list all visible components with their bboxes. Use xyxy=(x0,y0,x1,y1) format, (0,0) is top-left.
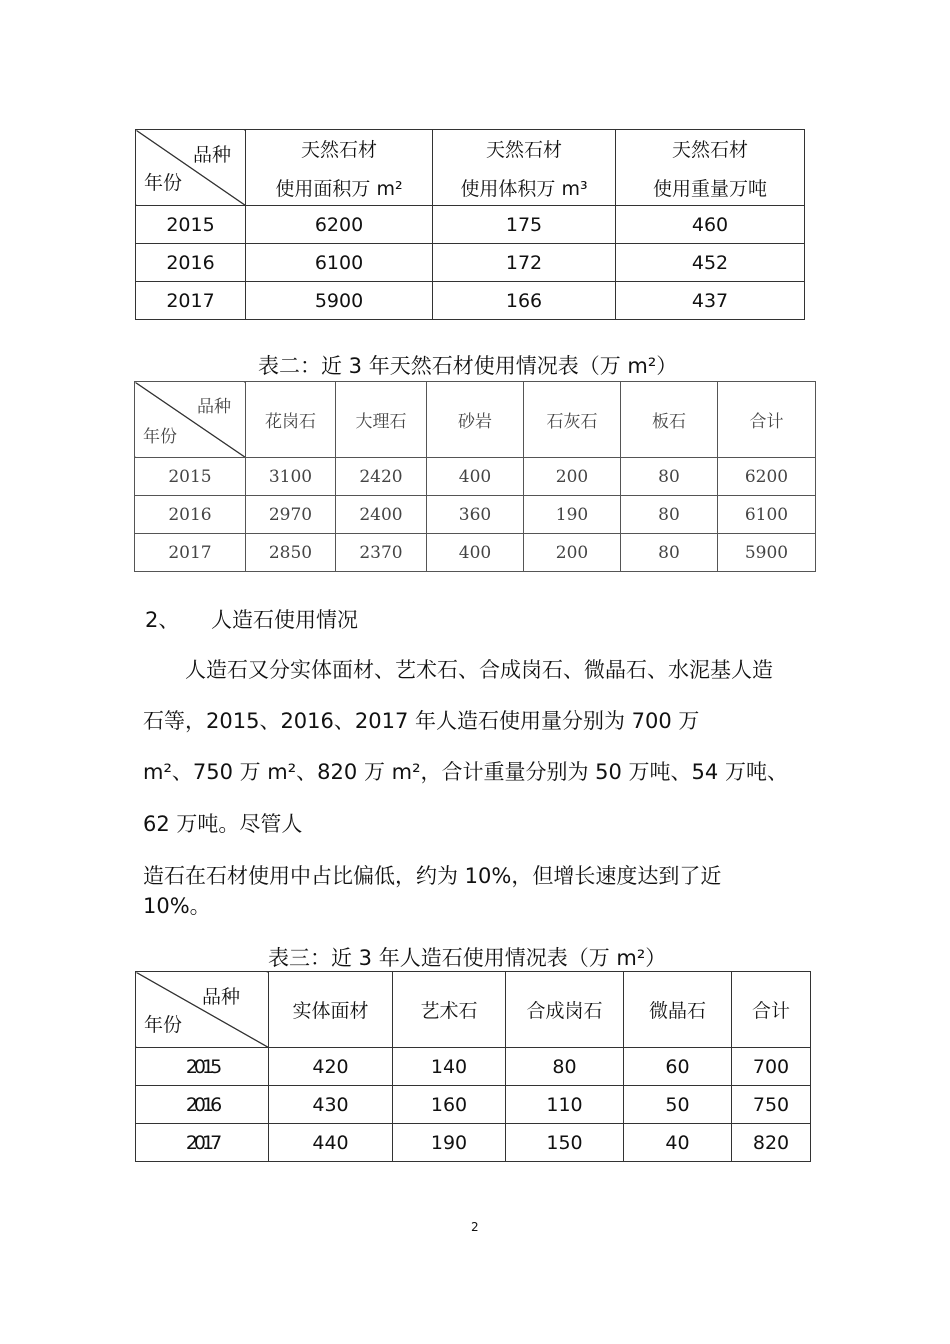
table-row xyxy=(135,496,816,534)
year-cell: 2015 xyxy=(136,206,246,244)
table-row xyxy=(135,458,816,496)
value-cell: 6200 xyxy=(718,458,816,496)
value-cell: 420 xyxy=(269,1048,393,1086)
value-cell: 700 xyxy=(732,1048,811,1086)
value-cell: 430 xyxy=(269,1086,393,1124)
header-cell xyxy=(246,130,433,206)
year-cell: 2016 xyxy=(136,1086,269,1124)
value-cell: 6100 xyxy=(246,244,433,282)
header-cell: 合成岗石 xyxy=(506,972,624,1048)
header-line: 使用面积万 m² xyxy=(275,177,403,200)
header-line: 使用重量万吨 xyxy=(652,177,767,200)
value-cell: 2970 xyxy=(246,496,336,534)
value-cell: 80 xyxy=(621,458,718,496)
value-cell: 80 xyxy=(621,534,718,572)
section-number: 2、 xyxy=(145,608,180,632)
header-line: 天然石材 xyxy=(300,138,377,161)
value-cell: 750 xyxy=(732,1086,811,1124)
paragraph-line: 造石在石材使用中占比偏低，约为 10%，但增长速度达到了近 xyxy=(143,864,722,888)
header-cell: 艺术石 xyxy=(393,972,506,1048)
value-cell: 166 xyxy=(433,282,616,320)
value-cell: 200 xyxy=(524,458,621,496)
header-cell: 石灰石 xyxy=(524,382,621,458)
table-row xyxy=(136,1124,811,1162)
table-row xyxy=(136,282,805,320)
corner-header xyxy=(136,972,269,1048)
header-line: 天然石材 xyxy=(485,138,562,161)
page-number: 2 xyxy=(471,1220,479,1234)
value-cell: 150 xyxy=(506,1124,624,1162)
header-cell: 实体面材 xyxy=(269,972,393,1048)
natural-stone-summary-table xyxy=(135,129,805,320)
table-row xyxy=(136,206,805,244)
value-cell: 175 xyxy=(433,206,616,244)
header-cell: 合计 xyxy=(732,972,811,1048)
value-cell: 6200 xyxy=(246,206,433,244)
table-row xyxy=(135,534,816,572)
header-cell xyxy=(433,130,616,206)
corner-bottom: 年份 xyxy=(143,427,177,447)
year-cell: 2017 xyxy=(135,534,246,572)
year-cell: 2017 xyxy=(136,1124,269,1162)
value-cell: 80 xyxy=(621,496,718,534)
value-cell: 400 xyxy=(427,458,524,496)
header-cell: 大理石 xyxy=(336,382,427,458)
value-cell: 5900 xyxy=(246,282,433,320)
corner-header xyxy=(136,130,246,206)
paragraph-line: 人造石又分实体面材、艺术石、合成岗石、微晶石、水泥基人造 xyxy=(185,658,773,682)
header-cell: 花岗石 xyxy=(246,382,336,458)
value-cell: 140 xyxy=(393,1048,506,1086)
value-cell: 50 xyxy=(624,1086,732,1124)
year-cell: 2015 xyxy=(135,458,246,496)
header-line: 使用体积万 m³ xyxy=(460,177,588,200)
paragraph-line: 62 万吨。尽管人 xyxy=(143,812,303,836)
value-cell: 460 xyxy=(616,206,805,244)
natural-stone-types-table xyxy=(134,381,816,572)
header-cell: 砂岩 xyxy=(427,382,524,458)
artificial-stone-table xyxy=(135,971,811,1162)
corner-bottom: 年份 xyxy=(144,1014,183,1036)
value-cell: 80 xyxy=(506,1048,624,1086)
value-cell: 40 xyxy=(624,1124,732,1162)
value-cell: 820 xyxy=(732,1124,811,1162)
corner-top: 品种 xyxy=(201,986,240,1008)
value-cell: 2400 xyxy=(336,496,427,534)
table-row xyxy=(136,244,805,282)
value-cell: 2370 xyxy=(336,534,427,572)
year-cell: 2016 xyxy=(136,244,246,282)
value-cell: 2850 xyxy=(246,534,336,572)
header-cell: 板石 xyxy=(621,382,718,458)
year-cell: 2015 xyxy=(136,1048,269,1086)
section-title: 人造石使用情况 xyxy=(211,608,358,632)
value-cell: 360 xyxy=(427,496,524,534)
value-cell: 60 xyxy=(624,1048,732,1086)
header-cell: 合计 xyxy=(718,382,816,458)
corner-top: 品种 xyxy=(197,397,231,417)
paragraph-line: 石等，2015、2016、2017 年人造石使用量分别为 700 万 xyxy=(143,709,700,733)
value-cell: 2420 xyxy=(336,458,427,496)
paragraph-line: m²、750 万 m²、820 万 m²，合计重量分别为 50 万吨、54 万吨、 xyxy=(143,760,788,784)
value-cell: 5900 xyxy=(718,534,816,572)
value-cell: 160 xyxy=(393,1086,506,1124)
value-cell: 200 xyxy=(524,534,621,572)
table3-caption: 表三：近 3 年人造石使用情况表（万 m²） xyxy=(268,946,667,970)
table-row xyxy=(136,1086,811,1124)
value-cell: 110 xyxy=(506,1086,624,1124)
value-cell: 452 xyxy=(616,244,805,282)
value-cell: 190 xyxy=(393,1124,506,1162)
table2-caption: 表二：近 3 年天然石材使用情况表（万 m²） xyxy=(258,354,678,378)
value-cell: 437 xyxy=(616,282,805,320)
paragraph-line: 10%。 xyxy=(143,894,211,918)
value-cell: 190 xyxy=(524,496,621,534)
table-row xyxy=(136,1048,811,1086)
header-line: 天然石材 xyxy=(671,138,748,161)
corner-top: 品种 xyxy=(192,144,231,166)
corner-bottom: 年份 xyxy=(144,172,183,194)
corner-header xyxy=(135,382,246,458)
value-cell: 6100 xyxy=(718,496,816,534)
value-cell: 3100 xyxy=(246,458,336,496)
header-cell xyxy=(616,130,805,206)
value-cell: 172 xyxy=(433,244,616,282)
value-cell: 440 xyxy=(269,1124,393,1162)
value-cell: 400 xyxy=(427,534,524,572)
year-cell: 2016 xyxy=(135,496,246,534)
year-cell: 2017 xyxy=(136,282,246,320)
header-cell: 微晶石 xyxy=(624,972,732,1048)
